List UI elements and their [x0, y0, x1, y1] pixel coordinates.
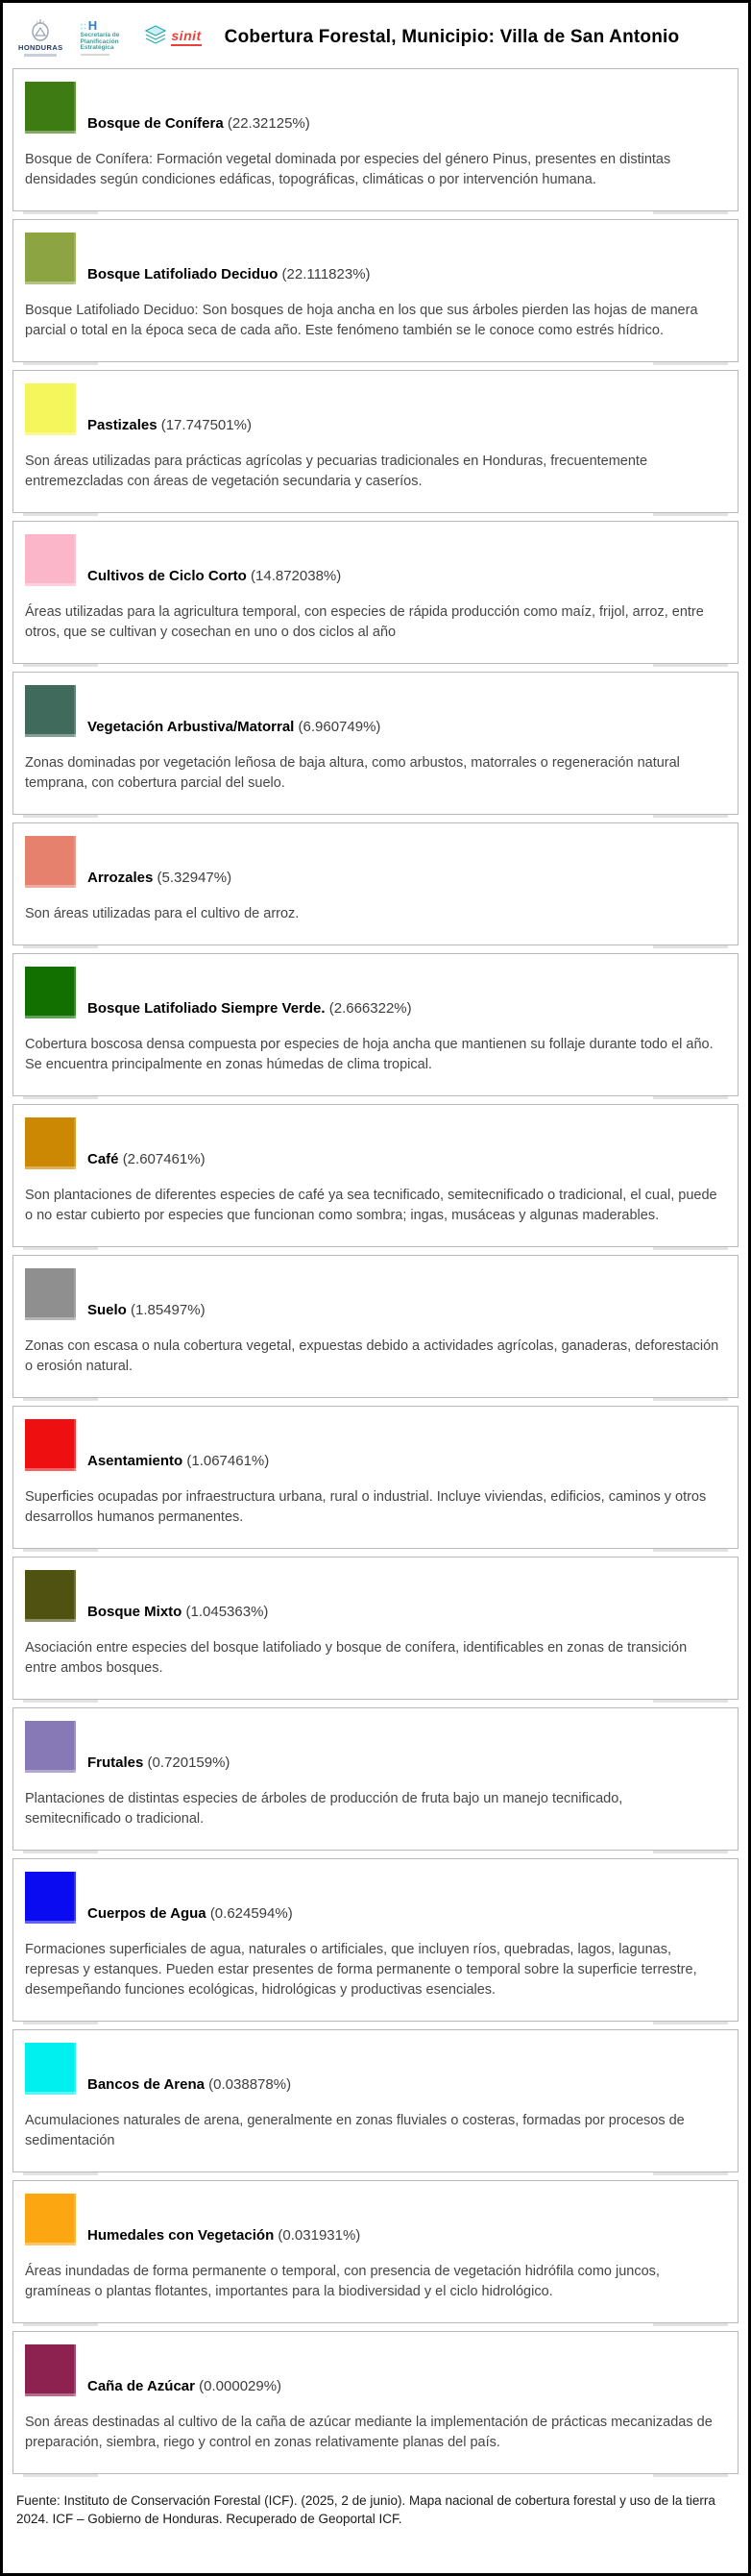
category-description: Superficies ocupadas por infraestructura urbana, rural o industrial. Incluye viviendas, edificios, caminos y otros desarrollos humanos permanentes.: [25, 1488, 707, 1525]
category-card-header: [25, 1419, 726, 1471]
category-color-swatch: [25, 82, 76, 134]
category-card: [12, 521, 739, 664]
category-card-header: [25, 82, 726, 134]
category-percentage: (22.111823%): [281, 265, 371, 282]
category-percentage: (1.045363%): [185, 1603, 269, 1620]
category-percentage: (5.32947%): [157, 869, 232, 886]
category-card-header: [25, 1268, 726, 1320]
category-title: [87, 1905, 293, 1924]
category-name: Bosque Mixto: [87, 1603, 182, 1620]
category-list: [11, 68, 740, 2474]
honduras-logo-tagline: [24, 54, 57, 57]
category-description: Áreas utilizadas para la agricultura temporal, con especies de rápida producción como maíz, frijol, arroz, entre otros, que se cultivan y cosechan en uno o dos ciclos al año: [25, 603, 704, 640]
category-card-header: [25, 2043, 726, 2095]
report-header: [11, 3, 740, 68]
category-color-swatch: [25, 1117, 76, 1169]
category-card-header: [25, 1872, 726, 1924]
category-title: [87, 1754, 230, 1773]
honduras-government-logo: [18, 18, 63, 57]
honduras-coat-of-arms-icon: [28, 18, 53, 43]
category-title: [87, 568, 341, 586]
category-card: [12, 2029, 739, 2172]
category-description: Formaciones superficiales de agua, naturales o artificiales, que incluyen ríos, quebradas, lagos, lagunas, represas y estanques. Pueden estar presentes de forma permanente o temporal sobre la superficie terrestre, desempeñando funciones ecológicas, hidrológicas y productivas esenciales.: [25, 1941, 697, 1998]
report-footer: [11, 2482, 740, 2529]
category-percentage: (2.666322%): [328, 999, 412, 1017]
category-description: Áreas inundadas de forma permanente o temporal, con presencia de vegetación hidrófila como juncos, gramíneas o plantas flotantes, importantes para la biodiversidad y el ciclo hidrológico.: [25, 2263, 660, 2299]
category-description: Asociación entre especies del bosque latifoliado y bosque de conífera, identificables en zonas de transición entre ambos bosques.: [25, 1639, 688, 1676]
category-card: [12, 1255, 739, 1398]
category-title: [87, 115, 310, 134]
category-title: [87, 1000, 412, 1018]
category-color-swatch: [25, 1721, 76, 1773]
source-citation: Fuente: Instituto de Conservación Forestal (ICF). (2025, 2 de junio). Mapa nacional de cobertura forestal y uso de la tierra 2024. ICF – Gobierno de Honduras. Recuperado de Geoportal ICF.: [16, 2492, 715, 2527]
category-percentage: (22.32125%): [227, 114, 310, 132]
category-title: [87, 1453, 269, 1471]
category-color-swatch: [25, 2344, 76, 2396]
category-title: [87, 1302, 206, 1320]
category-name: Bosque Latifoliado Siempre Verde.: [87, 999, 326, 1017]
category-color-swatch: [25, 685, 76, 737]
category-name: Suelo: [87, 1301, 127, 1318]
category-description: Son plantaciones de diferentes especies de café ya sea tecnificado, semitecnificado o tradicional, el cual, puede o no estar cubierto por especies que funcionan como sombra; ingas, musáceas y algunas maderables.: [25, 1187, 717, 1223]
category-name: Bosque de Conífera: [87, 114, 224, 132]
category-card-header: [25, 1570, 726, 1622]
category-color-swatch: [25, 2194, 76, 2245]
category-description: Bosque Latifoliado Deciduo: Son bosques de hoja ancha en los que sus árboles pierden las hojas de manera parcial o total en la época seca de cada año. Este fenómeno también se le conoce como estrés hídrico.: [25, 302, 698, 338]
category-percentage: (0.038878%): [208, 2075, 292, 2093]
category-card: [12, 1104, 739, 1247]
category-card-header: [25, 2344, 726, 2396]
category-color-swatch: [25, 967, 76, 1018]
category-name: Asentamiento: [87, 1452, 183, 1469]
category-percentage: (2.607461%): [122, 1150, 206, 1167]
category-title: [87, 870, 231, 888]
category-card-header: [25, 534, 726, 586]
sinit-logo: [144, 25, 201, 51]
category-description: Acumulaciones naturales de arena, generalmente en zonas fluviales o costeras, formadas por procesos de sedimentación: [25, 2112, 685, 2148]
category-color-swatch: [25, 534, 76, 586]
category-name: Cultivos de Ciclo Corto: [87, 567, 247, 584]
category-title: [87, 1151, 206, 1169]
category-card: [12, 2331, 739, 2474]
category-card-header: [25, 383, 726, 435]
category-description: Cobertura boscosa densa compuesta por especies de hoja ancha que mantienen su follaje durante todo el año. Se encuentra principalmente en zonas húmedas de clima tropical.: [25, 1036, 714, 1072]
category-color-swatch: [25, 1570, 76, 1622]
category-description: Bosque de Conífera: Formación vegetal dominada por especies del género Pinus, presentes en distintas densidades según condiciones edáficas, topográficas, climáticas o por intervención humana.: [25, 151, 671, 187]
spe-logo-line-1: Secretaría de: [80, 31, 120, 38]
category-description: Son áreas destinadas al cultivo de la caña de azúcar mediante la implementación de prácticas mecanizadas de preparación, siembra, riego y control en zonas relativamente planas del país.: [25, 2414, 713, 2450]
category-color-swatch: [25, 1268, 76, 1320]
category-card-header: [25, 2194, 726, 2245]
category-card-header: [25, 1117, 726, 1169]
category-title: [87, 2227, 360, 2245]
category-percentage: (6.960749%): [298, 718, 381, 735]
category-card: [12, 219, 739, 362]
category-card: [12, 1557, 739, 1700]
spe-logo-tagline: [81, 54, 109, 56]
category-percentage: (14.872038%): [251, 567, 342, 584]
category-title: [87, 719, 380, 737]
category-color-swatch: [25, 836, 76, 888]
category-name: Café: [87, 1150, 119, 1167]
category-title: [87, 417, 252, 435]
category-percentage: (1.067461%): [186, 1452, 270, 1469]
category-card: [12, 953, 739, 1096]
category-percentage: (17.747501%): [160, 416, 252, 433]
category-name: Cuerpos de Agua: [87, 1904, 206, 1922]
category-card: [12, 2180, 739, 2323]
spe-logo-line-2: Planificación: [80, 37, 119, 45]
category-name: Vegetación Arbustiva/Matorral: [87, 718, 295, 735]
secretaria-planificacion-logo: [81, 19, 120, 56]
category-title: [87, 2378, 281, 2396]
category-color-swatch: [25, 1419, 76, 1471]
category-description: Plantaciones de distintas especies de árboles de producción de fruta bajo un manejo tecnificado, semitecnificado o tradicional.: [25, 1790, 623, 1827]
category-card: [12, 370, 739, 513]
category-title: [87, 1604, 268, 1622]
category-name: Caña de Azúcar: [87, 2377, 195, 2394]
category-card: [12, 672, 739, 815]
category-card: [12, 1406, 739, 1549]
category-percentage: (0.720159%): [147, 1754, 230, 1771]
sinit-layers-icon: [144, 25, 167, 51]
category-name: Arrozales: [87, 869, 154, 886]
sinit-logo-label: sinit: [171, 29, 201, 46]
category-title: [87, 266, 371, 284]
category-description: Son áreas utilizadas para el cultivo de arroz.: [25, 905, 300, 921]
category-percentage: (0.031931%): [278, 2226, 361, 2244]
category-card-header: [25, 1721, 726, 1773]
category-name: Pastizales: [87, 416, 157, 433]
category-name: Bosque Latifoliado Deciduo: [87, 265, 279, 282]
category-card: [12, 68, 739, 211]
category-card: [12, 1858, 739, 2022]
page-title: Cobertura Forestal, Municipio: Villa de San Antonio: [224, 26, 680, 47]
category-color-swatch: [25, 2043, 76, 2095]
category-card: [12, 1707, 739, 1851]
category-description: Son áreas utilizadas para prácticas agrícolas y pecuarias tradicionales en Honduras, frecuentemente entremezcladas con áreas de vegetación secundaria y caseríos.: [25, 453, 648, 489]
category-description: Zonas con escasa o nula cobertura vegetal, expuestas debido a actividades agrícolas, ganaderas, deforestación o erosión natural.: [25, 1337, 719, 1374]
spe-h-icon: ∶∶H: [80, 17, 98, 33]
category-card-header: [25, 967, 726, 1018]
category-percentage: (0.000029%): [199, 2377, 282, 2394]
category-percentage: (0.624594%): [209, 1904, 293, 1922]
category-name: Humedales con Vegetación: [87, 2226, 275, 2244]
category-description: Zonas dominadas por vegetación leñosa de baja altura, como arbustos, matorrales o regeneración natural temprana, con cobertura parcial del suelo.: [25, 754, 680, 791]
spe-logo-line-3: Estratégica: [80, 44, 114, 52]
category-card-header: [25, 836, 726, 888]
category-name: Frutales: [87, 1754, 144, 1771]
honduras-logo-label: HONDURAS: [18, 43, 63, 52]
category-color-swatch: [25, 383, 76, 435]
category-title: [87, 2076, 291, 2095]
category-color-swatch: [25, 1872, 76, 1924]
category-card: [12, 822, 739, 945]
category-color-swatch: [25, 233, 76, 284]
category-card-header: [25, 233, 726, 284]
category-name: Bancos de Arena: [87, 2075, 205, 2093]
category-percentage: (1.85497%): [131, 1301, 206, 1318]
category-card-header: [25, 685, 726, 737]
